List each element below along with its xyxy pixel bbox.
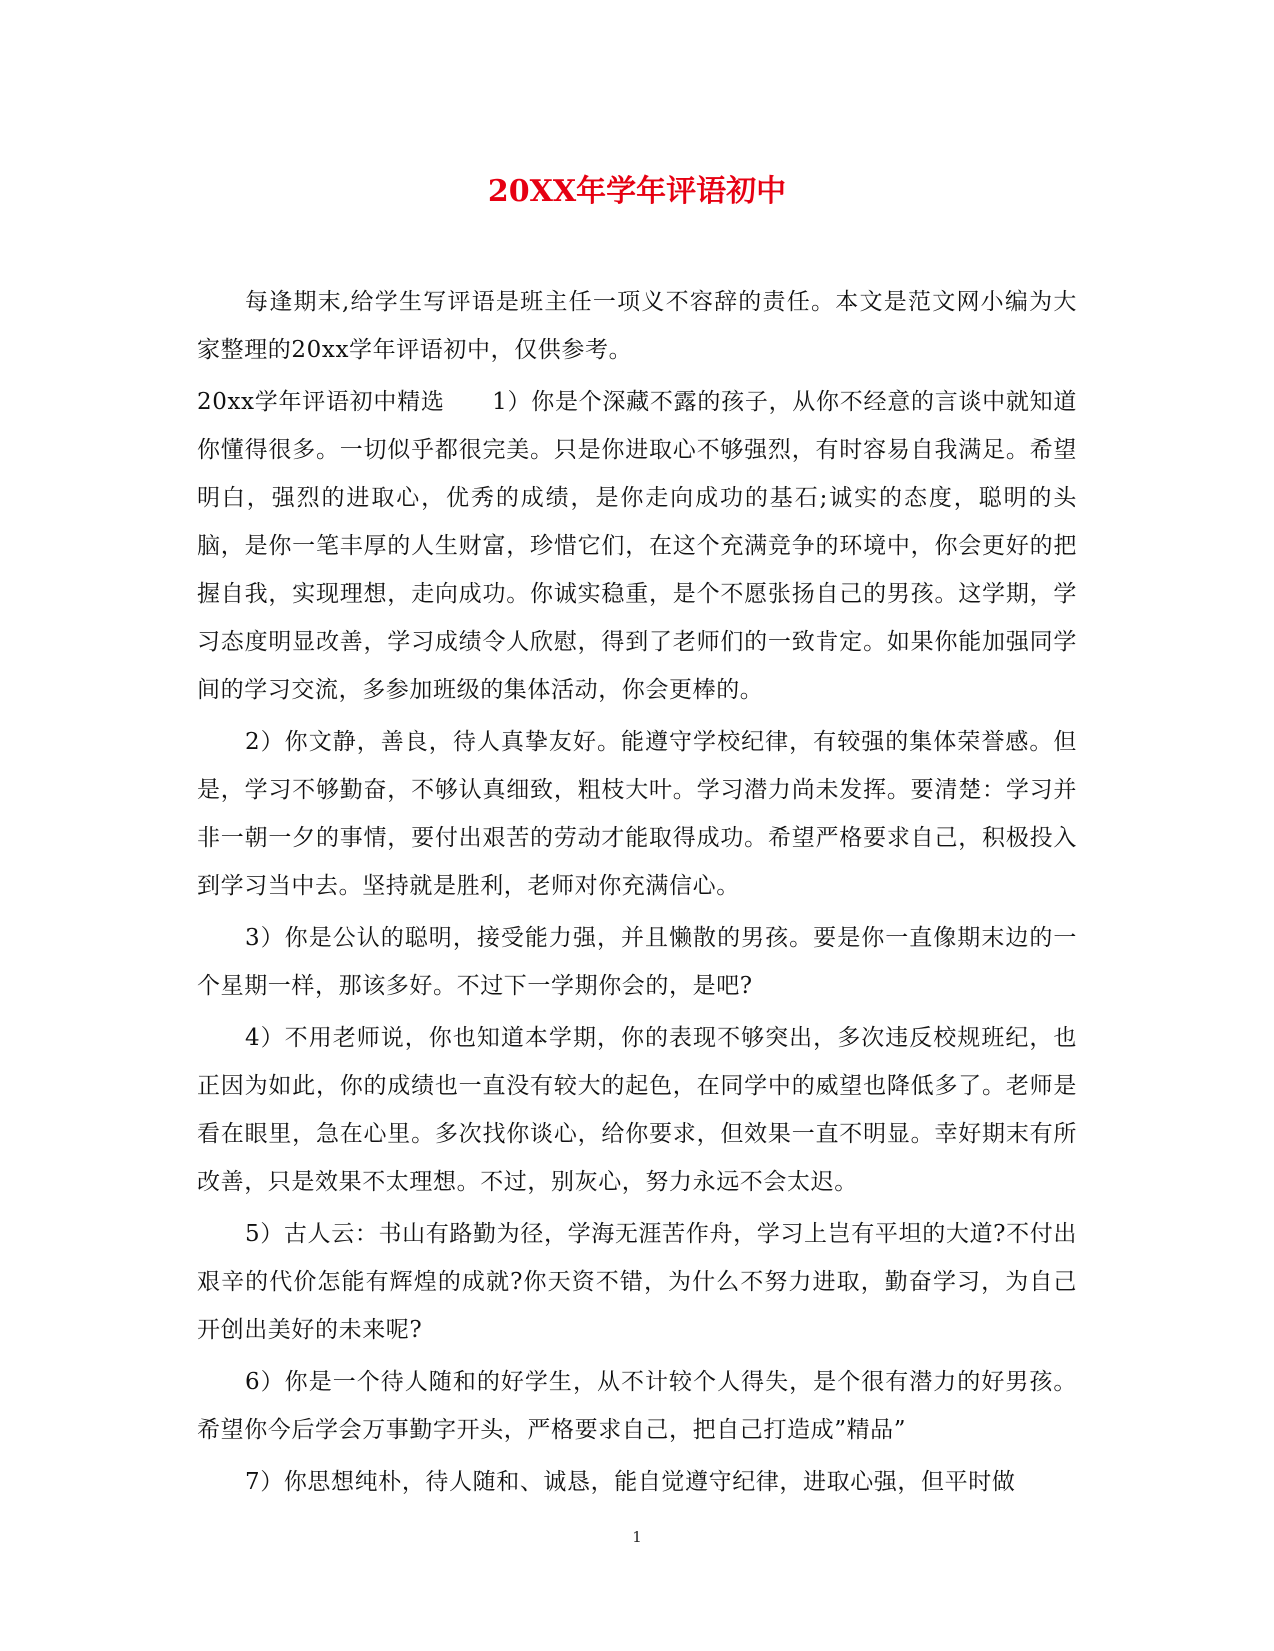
comment-paragraph-4: 4）不用老师说，你也知道本学期，你的表现不够突出，多次违反校规班纪，也正因为如此，你的成绩也一直没有较大的起色，在同学中的威望也降低多了。老师是看在眼里，急在心里。多次找你谈心，给你要求，但效果一直不明显。幸好期末有所改善，只是效果不太理想。不过，别灰心，努力永远不会太迟。 (197, 1025, 1077, 1195)
comment-paragraph-2: 2）你文静，善良，待人真挚友好。能遵守学校纪律，有较强的集体荣誉感。但是，学习不够勤奋，不够认真细致，粗枝大叶。学习潜力尚未发挥。要清楚：学习并非一朝一夕的事情，要付出艰苦的劳动才能取得成功。希望严格要求自己，积极投入到学习当中去。坚持就是胜利，老师对你充满信心。 (197, 729, 1077, 899)
document-body (197, 278, 1077, 1510)
comment-paragraph-1: 20xx学年评语初中精选 1）你是个深藏不露的孩子，从你不经意的言谈中就知道你懂得很多。一切似乎都很完美。只是你进取心不够强烈，有时容易自我满足。希望明白，强烈的进取心，优秀的成绩，是你走向成功的基石;诚实的态度，聪明的头脑，是你一笔丰厚的人生财富，珍惜它们，在这个充满竞争的环境中，你会更好的把握自我，实现理想，走向成功。你诚实稳重，是个不愿张扬自己的男孩。这学期，学习态度明显改善，学习成绩令人欣慰，得到了老师们的一致肯定。如果你能加强同学间的学习交流，多参加班级的集体活动，你会更棒的。 (197, 389, 1077, 703)
document-title: 20XX年学年评语初中 (487, 174, 787, 209)
page-number: 1 (632, 1528, 642, 1546)
comment-paragraph-5: 5）古人云：书山有路勤为径，学海无涯苦作舟，学习上岂有平坦的大道?不付出艰辛的代价怎能有辉煌的成就?你天资不错，为什么不努力进取，勤奋学习，为自己开创出美好的未来呢? (197, 1221, 1077, 1343)
intro-paragraph: 每逢期末,给学生写评语是班主任一项义不容辞的责任。本文是范文网小编为大家整理的20xx学年评语初中，仅供参考。 (197, 289, 1077, 363)
comment-paragraph-6: 6）你是一个待人随和的好学生，从不计较个人得失，是个很有潜力的好男孩。希望你今后学会万事勤字开头，严格要求自己，把自己打造成”精品” (197, 1369, 1077, 1443)
comment-paragraph-3: 3）你是公认的聪明，接受能力强，并且懒散的男孩。要是你一直像期末边的一个星期一样，那该多好。不过下一学期你会的，是吧? (197, 925, 1077, 999)
comment-paragraph-7: 7）你思想纯朴，待人随和、诚恳，能自觉遵守纪律，进取心强，但平时做 (245, 1469, 1016, 1495)
